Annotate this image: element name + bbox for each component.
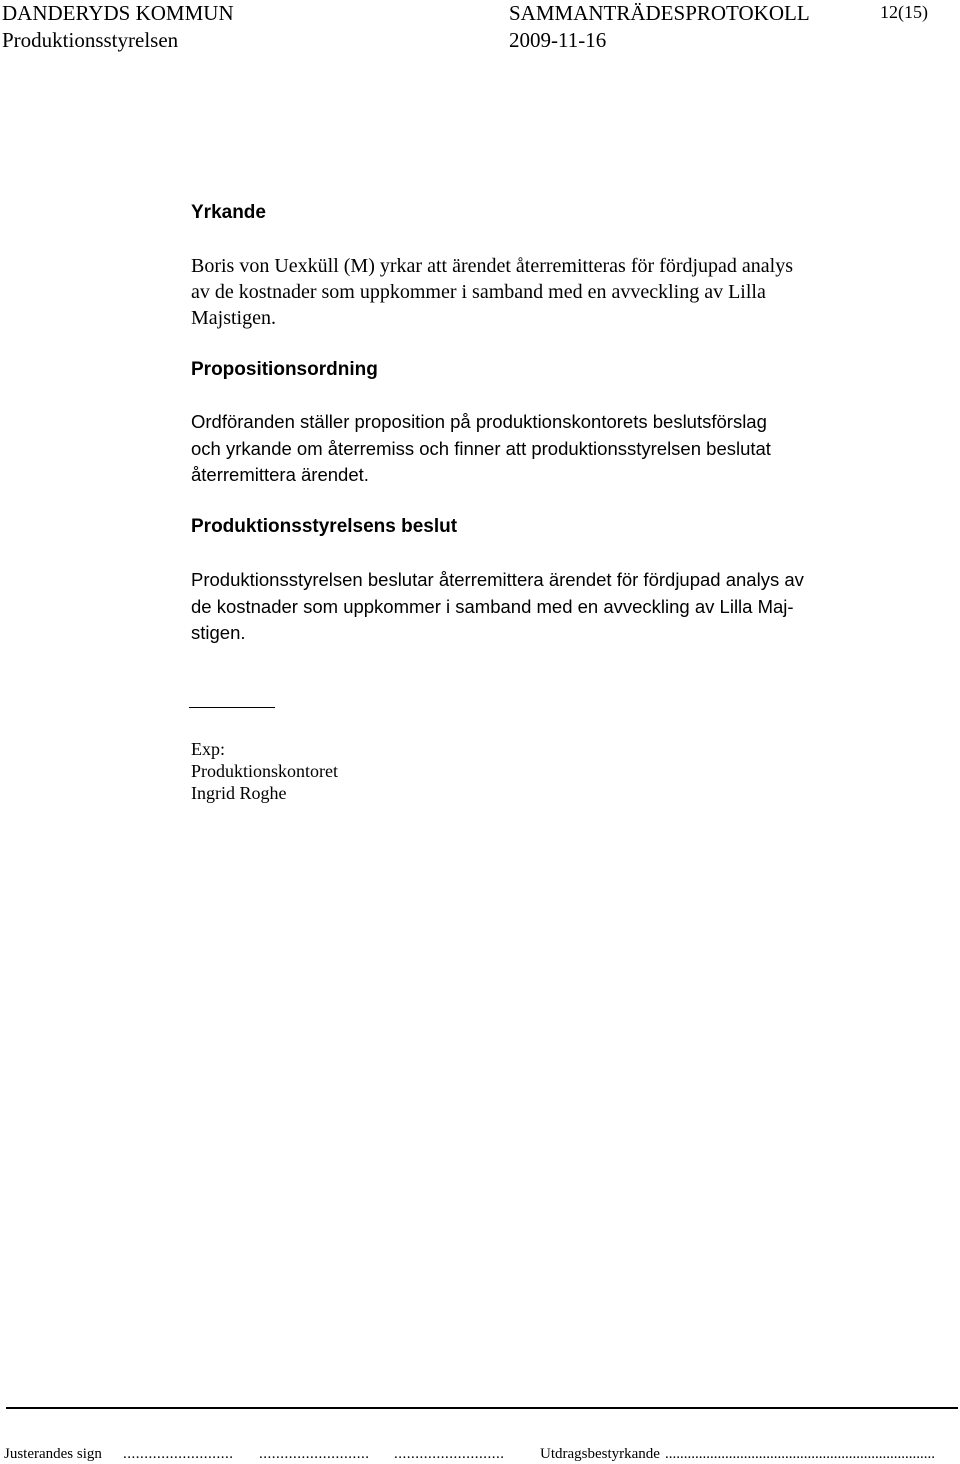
paragraph-line: återremittera ärendet.: [191, 464, 369, 485]
meeting-date: 2009-11-16: [509, 28, 607, 52]
exp-label: Exp:: [191, 739, 225, 759]
footer-rule: [6, 1407, 958, 1409]
paragraph-yrkande: [191, 253, 793, 331]
board-name: Produktionsstyrelsen: [2, 28, 179, 52]
signature-dots: ........................................................................: [665, 1446, 935, 1462]
exp-recipient: Produktionskontoret: [191, 761, 338, 781]
paragraph-line: Majstigen.: [191, 307, 276, 329]
paragraph-propositionsordning: [191, 409, 771, 489]
signature-dots: ..........................: [123, 1446, 234, 1462]
paragraph-line: stigen.: [191, 622, 246, 643]
paragraph-line: av de kostnader som uppkommer i samband med en avveckling av Lilla: [191, 281, 766, 303]
paragraph-line: Produktionsstyrelsen beslutar återremittera ärendet för fördjupad analys av: [191, 569, 804, 590]
exp-recipient: Ingrid Roghe: [191, 783, 287, 803]
paragraph-line: de kostnader som uppkommer i samband med en avveckling av Lilla Maj-: [191, 595, 794, 617]
signature-dots: ..........................: [394, 1446, 505, 1462]
utdragsbestyrkande-label: Utdragsbestyrkande: [540, 1446, 660, 1462]
page-number: 12(15): [880, 2, 928, 22]
paragraph-line: Ordföranden ställer proposition på produktionskontorets beslutsförslag: [191, 411, 767, 432]
paragraph-beslut: [191, 567, 804, 647]
signature-dots: ..........................: [259, 1446, 370, 1462]
section-heading-propositionsordning: Propositionsordning: [191, 359, 378, 380]
exp-block: [191, 738, 338, 804]
justerandes-sign-label: Justerandes sign: [4, 1446, 102, 1462]
municipality-name: DANDERYDS KOMMUN: [2, 1, 234, 25]
document-type: SAMMANTRÄDESPROTOKOLL: [509, 1, 810, 25]
section-heading-beslut: Produktionsstyrelsens beslut: [191, 516, 458, 537]
paragraph-line: och yrkande om återremiss och finner att produktionsstyrelsen beslutat: [191, 437, 771, 459]
section-heading-yrkande: Yrkande: [191, 202, 266, 223]
section-divider: [189, 707, 275, 708]
paragraph-line: Boris von Uexküll (M) yrkar att ärendet återremitteras för fördjupad analys: [191, 255, 794, 277]
